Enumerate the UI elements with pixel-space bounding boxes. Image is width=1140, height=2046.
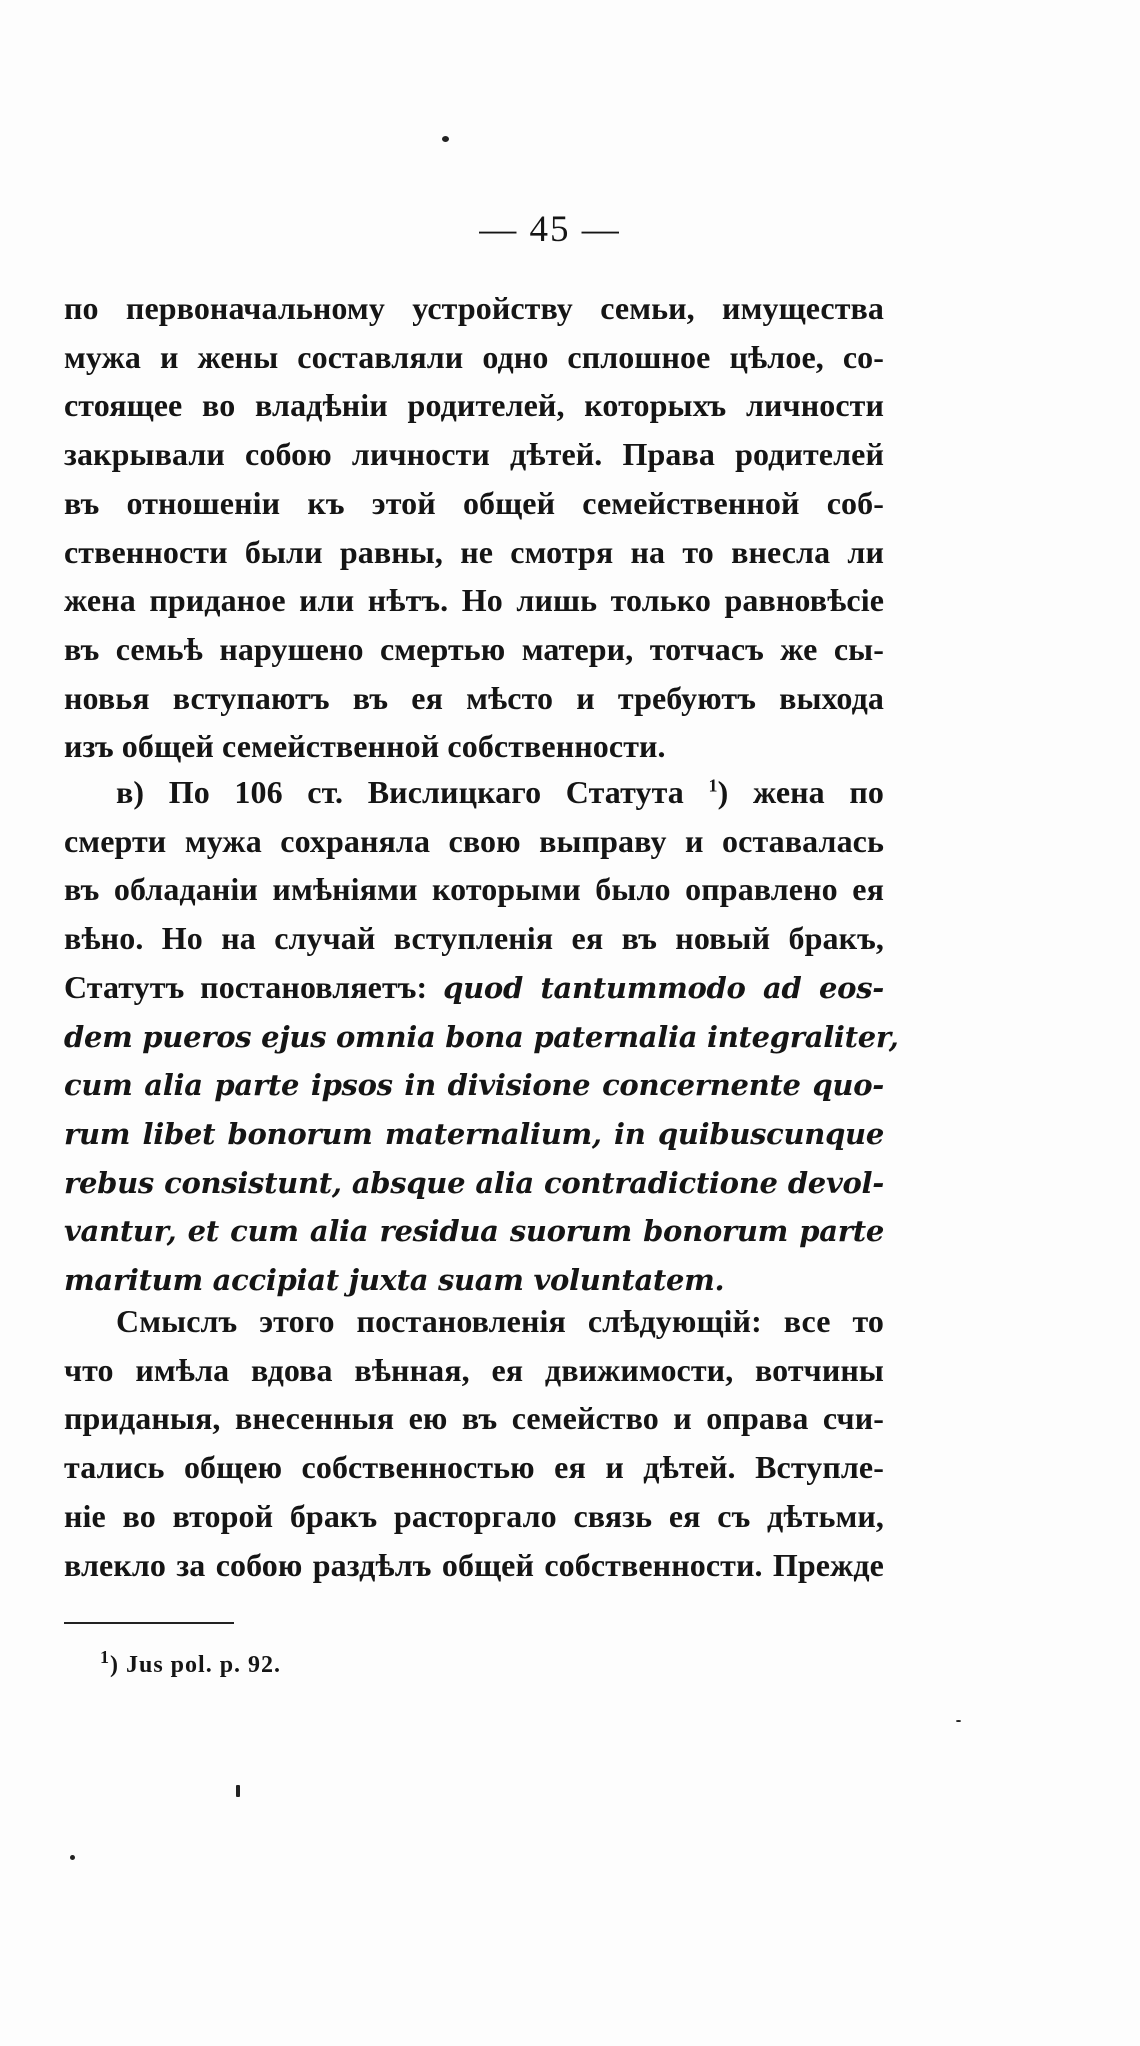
text-run: в) По 106 ст. Вислицкаго Статута xyxy=(116,774,709,810)
paragraph-2 xyxy=(64,768,899,1305)
paragraph-1 xyxy=(64,284,884,771)
latin-quote-line: dem pueros ejus omnia bona paternalia integraliter, xyxy=(64,1019,899,1054)
text-line: изъ общей семейственной собственности. xyxy=(64,728,666,765)
text-line: влекло за собою раздѣлъ общей собственности. Прежде xyxy=(64,1546,884,1583)
text-line: въ отношеніи къ этой общей семейственной соб- xyxy=(64,484,884,521)
latin-quote-line: rum libet bonorum maternalium, in quibuscunque xyxy=(64,1116,884,1151)
text-line: смерти мужа сохраняла свою выправу и оставалась xyxy=(64,822,884,859)
text-line: что имѣла вдова вѣнная, ея движимости, вотчины xyxy=(64,1351,884,1388)
latin-quote-run: quod tantummodo ad eos- xyxy=(443,970,884,1005)
footnote-mark: 1 xyxy=(100,1647,110,1667)
text-line: ственности были равны, не смотря на то внесла ли xyxy=(64,533,884,570)
text-line: тались общею собственностью ея и дѣтей. Вступле- xyxy=(64,1449,884,1486)
text-run: Статутъ постановляетъ: xyxy=(64,968,444,1005)
text-run: ) жена по xyxy=(717,774,884,810)
ink-speck xyxy=(956,1720,961,1722)
latin-quote-line: cum alia parte ipsos in divisione concernente quo- xyxy=(64,1068,884,1103)
text-line xyxy=(64,963,884,1013)
text-line: по первоначальному устройству семьи, имущества xyxy=(64,290,884,326)
ink-speck xyxy=(236,1785,240,1797)
ink-speck xyxy=(70,1855,75,1860)
text-line: въ обладаніи имѣніями которыми было оправлено ея xyxy=(64,871,884,908)
latin-quote-line: maritum accipiat juxta suam voluntatem. xyxy=(64,1263,725,1298)
text-line: новья вступаютъ въ ея мѣсто и требуютъ выхода xyxy=(64,679,884,716)
text-line: въ семьѣ нарушено смертью матери, тотчасъ же сы- xyxy=(64,630,884,667)
text-line: ніе во второй бракъ расторгало связь ея съ дѣтьми, xyxy=(64,1497,884,1534)
text-line xyxy=(64,768,884,817)
text-line: вѣно. Но на случай вступленія ея въ новый бракъ, xyxy=(64,920,884,957)
text-line: приданыя, внесенныя ею въ семейство и оправа счи- xyxy=(64,1400,884,1437)
latin-quote-line: rebus consistunt, absque alia contradictione devol- xyxy=(64,1165,884,1200)
text-line: Смыслъ этого постановленія слѣдующій: все то xyxy=(116,1303,884,1339)
footnote-divider xyxy=(64,1622,234,1624)
paragraph-3 xyxy=(64,1297,884,1589)
page-number: — 45 — xyxy=(479,209,621,250)
text-line: мужа и жены составляли одно сплошное цѣлое, со- xyxy=(64,338,884,375)
text-line: стоящее во владѣніи родителей, которыхъ личности xyxy=(64,387,884,424)
text-line: жена приданое или нѣтъ. Но лишь только равновѣсіе xyxy=(64,582,884,619)
ink-speck xyxy=(442,136,449,142)
footnote-reference: 1 xyxy=(708,775,718,796)
latin-quote-line: vantur, et cum alia residua suorum bonorum parte xyxy=(64,1214,884,1249)
footnote-text: ) Jus pol. p. 92. xyxy=(110,1652,282,1678)
footnote xyxy=(100,1647,282,1679)
text-line: закрывали собою личности дѣтей. Права родителей xyxy=(64,436,884,473)
